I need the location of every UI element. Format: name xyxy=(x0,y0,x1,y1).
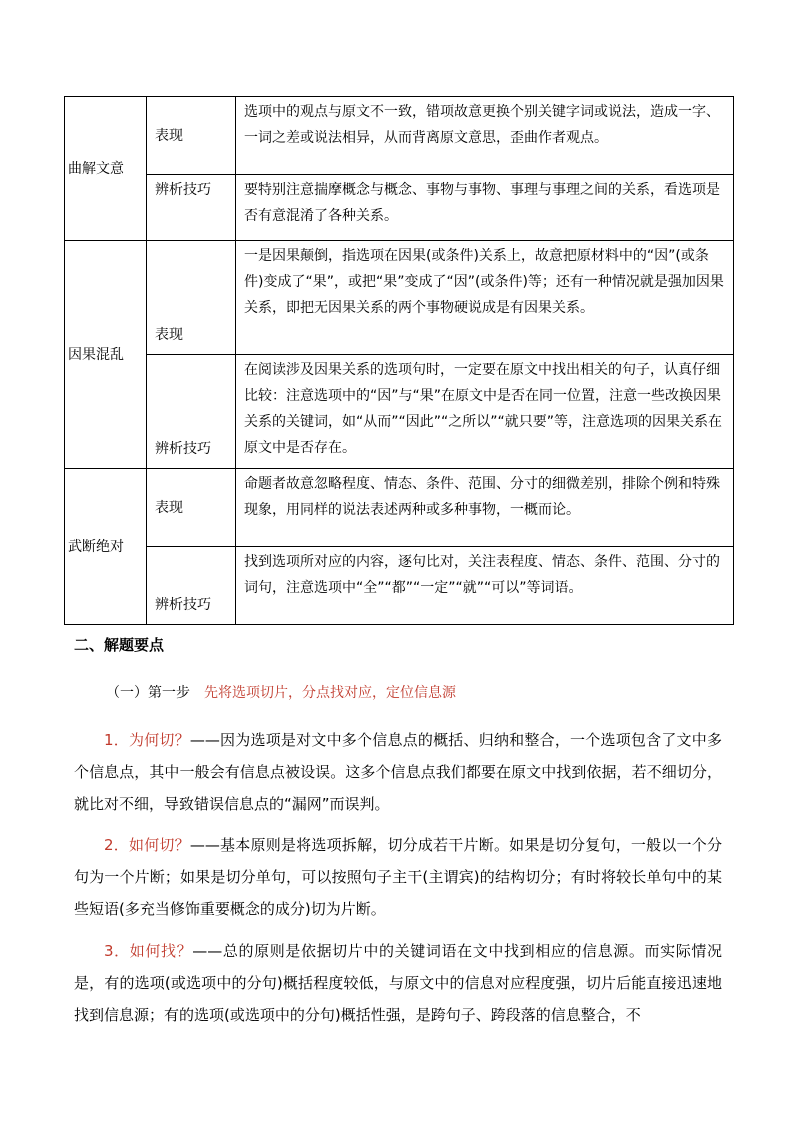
category-cell: 因果混乱 xyxy=(65,241,147,469)
step-highlight: 先将选项切片，分点找对应，定位信息源 xyxy=(204,685,456,701)
paragraph-text: ——总的原则是依据切片中的关键词语在文中找到相应的信息源。而实际情况是，有的选项(或选项中的分句)概括程度较低，与原文中的信息对应程度强，切片后能直接迅速地找到信息源；有的选项(或选项中的分句)概括性强，是跨句子、跨段落的信息整合，不 xyxy=(74,942,722,1024)
row-text: 选项中的观点与原文不一致，错项故意更换个别关键字词或说法，造成一字、一词之差或说法相异，从而背离原文意思，歪曲作者观点。 xyxy=(236,97,734,175)
category-cell: 曲解文意 xyxy=(65,97,147,241)
table-row xyxy=(65,355,734,469)
paragraph-lead: 3．如何找？ xyxy=(104,942,193,960)
row-label: 表现 xyxy=(147,97,236,175)
paragraph-text: ——因为选项是对文中多个信息点的概括、归纳和整合，一个选项包含了文中多个信息点，其中一般会有信息点被设误。这多个信息点我们都要在原文中找到依据，若不细切分，就比对不细，导致错误信息点的“漏网”而误判。 xyxy=(74,731,722,813)
row-label: 表现 xyxy=(147,241,236,355)
row-text: 要特别注意揣摩概念与概念、事物与事物、事理与事理之间的关系，看选项是否有意混淆了各种关系。 xyxy=(236,175,734,241)
row-text: 命题者故意忽略程度、情态、条件、范围、分寸的细微差别，排除个例和特殊现象，用同样的说法表述两种或多种事物，一概而论。 xyxy=(236,469,734,547)
table-row xyxy=(65,97,734,175)
row-text: 在阅读涉及因果关系的选项句时，一定要在原文中找出相关的句子，认真仔细比较：注意选项中的“因”与“果”在原文中是否在同一位置，注意一些改换因果关系的关键词，如“从而”“因此”“之所以”“就只要”等，注意选项的因果关系在原文中是否存在。 xyxy=(236,355,734,469)
category-cell: 武断绝对 xyxy=(65,469,147,625)
section-heading: 二、解题要点 xyxy=(74,636,165,654)
row-label: 辨析技巧 xyxy=(147,355,236,469)
paragraph-lead: 2．如何切？ xyxy=(104,836,190,854)
table-row xyxy=(65,241,734,355)
row-text: 一是因果颠倒，指选项在因果(或条件)关系上，故意把原材料中的“因”(或条件)变成了“果”，或把“果”变成了“因”(或条件)等；还有一种情况就是强加因果关系，即把无因果关系的两个事物硬说成是有因果关系。 xyxy=(236,241,734,355)
paragraph xyxy=(74,935,722,1031)
paragraph xyxy=(74,829,722,925)
step-prefix: （一）第一步 xyxy=(106,685,204,701)
row-label: 辨析技巧 xyxy=(147,175,236,241)
error-type-table xyxy=(64,96,734,625)
table-row xyxy=(65,175,734,241)
row-text: 找到选项所对应的内容，逐句比对，关注表程度、情态、条件、范围、分寸的词句，注意选项中“全”“都”“一定”“就”“可以”等词语。 xyxy=(236,547,734,625)
step-title xyxy=(106,681,456,705)
paragraph xyxy=(74,724,722,820)
paragraph-lead: 1．为何切？ xyxy=(104,731,190,749)
row-label: 表现 xyxy=(147,469,236,547)
paragraph-text: ——基本原则是将选项拆解，切分成若干片断。如果是切分复句，一般以一个分句为一个片断；如果是切分单句，可以按照句子主干(主谓宾)的结构切分；有时将较长单句中的某些短语(多充当修饰重要概念的成分)切为片断。 xyxy=(74,836,722,918)
table-row xyxy=(65,469,734,547)
row-label: 辨析技巧 xyxy=(147,547,236,625)
table-row xyxy=(65,547,734,625)
